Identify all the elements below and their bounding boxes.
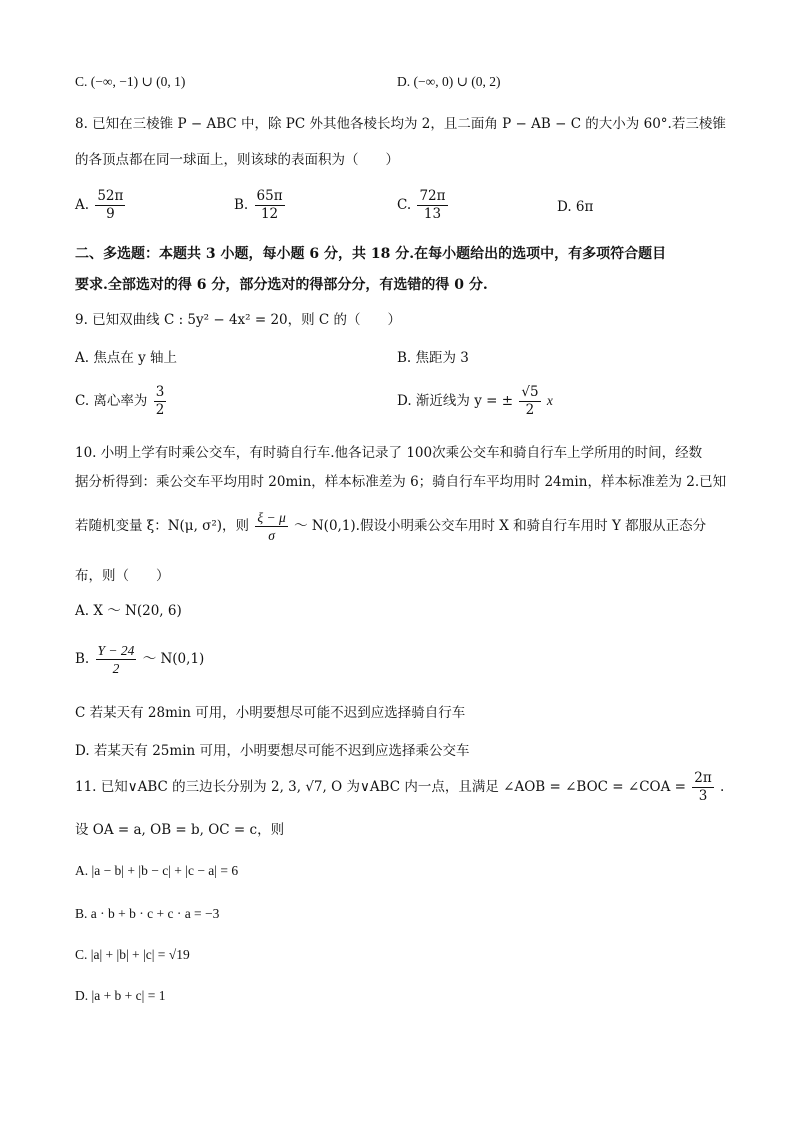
fraction <box>692 770 713 805</box>
stem-text: . <box>720 779 725 795</box>
denominator: 3 <box>698 788 708 804</box>
numerator: 72π <box>419 188 446 204</box>
fraction <box>95 188 125 223</box>
stem-text: 11. 已知∨ABC 的三边长分别为 2, 3, √7, O 为∨ABC 内一点，且满足 ∠AOB = ∠BOC = ∠COA = <box>75 779 686 795</box>
denominator: 13 <box>423 206 442 222</box>
q8-stem-line2: 的各顶点都在同一球面上，则该球的表面积为（ ） <box>75 152 399 168</box>
denominator: 2 <box>155 402 165 418</box>
q10-stem-line1: 10. 小明上学有时乘公交车，有时骑自行车.他各记录了 100次乘公交车和骑自行车上学所用的时间，经数 <box>75 445 703 461</box>
q8-option-c <box>397 188 450 223</box>
fraction <box>154 384 167 419</box>
q11-option-b: B. a · b + b · c + c · a = −3 <box>75 906 220 921</box>
numerator: √5 <box>521 384 539 400</box>
q9-option-c <box>75 384 168 419</box>
q10-stem-line2: 据分析得到：乘公交车平均用时 20min，样本标准差为 6；骑自行车平均用时 24min，样本标准差为 2.已知 <box>75 474 727 490</box>
numerator: ξ − μ <box>257 510 286 525</box>
fraction <box>255 188 285 223</box>
numerator: 2π <box>694 770 712 786</box>
stem-text: ～ N(0,1).假设小明乘公交车用时 X 和骑自行车用时 Y 都服从正态分 <box>294 518 707 534</box>
denominator: 9 <box>106 206 115 222</box>
q9-stem: 9. 已知双曲线 C : 5y² − 4x² = 20，则 C 的（ ） <box>75 312 402 328</box>
q11-option-d: D. |a + b + c| = 1 <box>75 988 166 1003</box>
section-header-line2: 要求.全部选对的得 6 分，部分选对的得部分分，有选错的得 0 分. <box>75 277 488 293</box>
option-label: C. <box>397 197 412 213</box>
option-label: C. 离心率为 <box>75 393 148 409</box>
q8-option-d: D. 6π <box>557 199 594 215</box>
variable: x <box>546 393 553 408</box>
numerator: Y − 24 <box>97 643 135 658</box>
q9-option-b: B. 焦距为 3 <box>397 350 469 366</box>
q11-stem-line2: 设 OA = a, OB = b, OC = c，则 <box>75 822 285 838</box>
denominator: σ <box>268 528 275 543</box>
numerator: 52π <box>97 188 124 204</box>
denominator: 2 <box>525 402 535 418</box>
denominator: 2 <box>112 661 120 676</box>
q8-option-b <box>234 188 287 223</box>
q10-option-d: D. 若某天有 25min 可用，小明要想尽可能不迟到应选择乘公交车 <box>75 743 470 759</box>
option-label: B. <box>75 651 90 667</box>
denominator: 12 <box>260 206 279 222</box>
q8-option-a <box>75 188 127 223</box>
fraction <box>96 642 137 677</box>
fraction <box>417 188 447 223</box>
q11-stem-line1 <box>75 770 724 805</box>
q10-option-a: A. X ～ N(20, 6) <box>75 603 182 619</box>
q10-option-b <box>75 642 204 677</box>
numerator: 3 <box>155 384 165 400</box>
fraction <box>255 509 287 544</box>
formula-tail: ～ N(0,1) <box>142 651 205 667</box>
q10-option-c: C 若某天有 28min 可用，小明要想尽可能不迟到应选择骑自行车 <box>75 705 466 721</box>
q10-stem-line4: 布，则（ ） <box>75 568 170 584</box>
q11-option-a: A. |a − b| + |b − c| + |c − a| = 6 <box>75 863 239 878</box>
section-header-line1: 二、多选题：本题共 3 小题，每小题 6 分，共 18 分.在每小题给出的选项中，有多项符合题目 <box>75 246 667 262</box>
q7-option-c: C. (−∞, −1) ∪ (0, 1) <box>75 74 186 89</box>
stem-text: 若随机变量 ξ：N(μ, σ²)，则 <box>75 518 250 534</box>
q11-option-c: C. |a| + |b| + |c| = √19 <box>75 947 190 962</box>
q9-option-a: A. 焦点在 y 轴上 <box>75 350 178 366</box>
option-label: A. <box>75 197 90 213</box>
q7-option-d: D. (−∞, 0) ∪ (0, 2) <box>397 74 501 89</box>
q9-option-d <box>397 384 553 419</box>
option-label: D. 渐近线为 y = ± <box>397 393 514 409</box>
option-label: B. <box>234 197 249 213</box>
fraction <box>519 384 540 419</box>
q10-stem-line3 <box>75 509 706 544</box>
q8-stem-line1: 8. 已知在三棱锥 P − ABC 中，除 PC 外其他各棱长均为 2，且二面角 P − AB − C 的大小为 60°.若三棱锥 <box>75 116 726 132</box>
numerator: 65π <box>256 188 283 204</box>
